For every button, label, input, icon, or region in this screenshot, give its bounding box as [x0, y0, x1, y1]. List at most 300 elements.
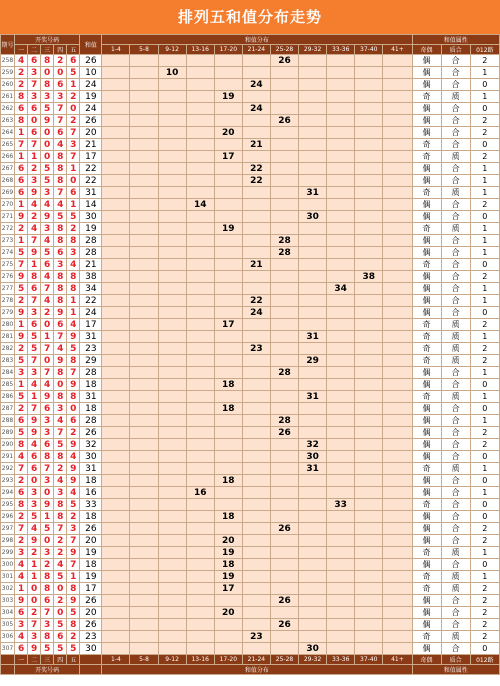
digit-cell: 3 — [28, 499, 41, 511]
distribution-cell — [214, 451, 242, 463]
issue-cell: 261 — [1, 91, 15, 103]
digit-cell: 3 — [41, 223, 54, 235]
digit-cell: 4 — [15, 451, 28, 463]
digit-cell: 7 — [28, 403, 41, 415]
table-row — [1, 535, 500, 547]
distribution-cell — [102, 79, 130, 91]
footer-bucket-header: 41+ — [383, 655, 412, 665]
sum-cell: 22 — [80, 163, 102, 175]
bucket-header: 5-8 — [130, 45, 158, 55]
prime-cell: 合 — [441, 79, 470, 91]
distribution-cell — [158, 79, 186, 91]
digit-cell: 8 — [41, 55, 54, 67]
distribution-cell — [299, 343, 327, 355]
distribution-cell — [355, 235, 383, 247]
digit-cell: 3 — [41, 475, 54, 487]
distribution-cell — [327, 55, 355, 67]
issue-cell: 262 — [1, 103, 15, 115]
page-title: 排列五和值分布走势 — [0, 0, 500, 34]
digit-cell: 1 — [28, 259, 41, 271]
distribution-cell — [299, 79, 327, 91]
digit-cell: 2 — [67, 511, 80, 523]
distribution-cell — [158, 595, 186, 607]
distribution-cell — [383, 259, 412, 271]
distribution-cell — [355, 607, 383, 619]
digit-cell: 3 — [67, 139, 80, 151]
distribution-cell — [102, 451, 130, 463]
mod3-cell: 1 — [470, 247, 499, 259]
distribution-cell — [102, 427, 130, 439]
distribution-cell — [186, 151, 214, 163]
digit-cell: 7 — [28, 235, 41, 247]
distribution-cell — [270, 475, 298, 487]
prime-cell: 质 — [441, 319, 470, 331]
parity-cell: 偶 — [412, 127, 441, 139]
distribution-cell — [102, 127, 130, 139]
digit-cell: 0 — [28, 475, 41, 487]
distribution-cell — [270, 163, 298, 175]
distribution-cell — [270, 295, 298, 307]
distribution-cell — [102, 163, 130, 175]
mod3-cell: 0 — [470, 403, 499, 415]
digit-cell: 8 — [15, 115, 28, 127]
issue-cell: 298 — [1, 535, 15, 547]
parity-cell: 偶 — [412, 439, 441, 451]
distribution-cell — [383, 511, 412, 523]
distribution-cell — [383, 115, 412, 127]
distribution-cell — [270, 643, 298, 655]
digit-cell: 2 — [67, 115, 80, 127]
distribution-cell — [186, 247, 214, 259]
digit-cell: 3 — [15, 619, 28, 631]
digit-cell: 9 — [41, 499, 54, 511]
distribution-cell — [214, 163, 242, 175]
digit-cell: 8 — [41, 631, 54, 643]
digit-cell: 6 — [15, 163, 28, 175]
digit-cell: 1 — [28, 391, 41, 403]
distribution-cell — [186, 535, 214, 547]
distribution-cell — [214, 259, 242, 271]
mod3-cell: 2 — [470, 151, 499, 163]
distribution-hit-cell: 17 — [214, 319, 242, 331]
distribution-cell — [327, 415, 355, 427]
distribution-cell — [186, 79, 214, 91]
mod3-cell: 1 — [470, 187, 499, 199]
distribution-cell — [214, 271, 242, 283]
distribution-cell — [242, 619, 270, 631]
distribution-cell — [270, 499, 298, 511]
distribution-cell — [130, 331, 158, 343]
digit-cell: 8 — [54, 391, 67, 403]
prime-cell: 合 — [441, 235, 470, 247]
distribution-hit-cell: 34 — [327, 283, 355, 295]
distribution-cell — [383, 583, 412, 595]
distribution-cell — [355, 163, 383, 175]
issue-cell: 285 — [1, 379, 15, 391]
distribution-cell — [102, 55, 130, 67]
distribution-cell — [270, 547, 298, 559]
distribution-cell — [130, 595, 158, 607]
digit-cell: 7 — [15, 259, 28, 271]
digit-cell: 5 — [54, 619, 67, 631]
distribution-cell — [102, 523, 130, 535]
digit-cell: 6 — [28, 319, 41, 331]
distribution-cell — [327, 619, 355, 631]
mod3-cell: 1 — [470, 547, 499, 559]
distribution-cell — [270, 331, 298, 343]
distribution-cell — [214, 415, 242, 427]
distribution-cell — [355, 631, 383, 643]
distribution-cell — [383, 415, 412, 427]
distribution-cell — [270, 139, 298, 151]
issue-cell: 301 — [1, 571, 15, 583]
distribution-cell — [355, 535, 383, 547]
issue-cell: 307 — [1, 643, 15, 655]
distribution-cell — [130, 607, 158, 619]
mod3-cell: 1 — [470, 283, 499, 295]
digit-cell: 5 — [41, 643, 54, 655]
distribution-cell — [102, 103, 130, 115]
distribution-cell — [130, 187, 158, 199]
distribution-cell — [383, 247, 412, 259]
distribution-cell — [355, 391, 383, 403]
footer-bucket-header: 9-12 — [158, 655, 186, 665]
distribution-cell — [299, 619, 327, 631]
distribution-cell — [355, 439, 383, 451]
distribution-cell — [102, 535, 130, 547]
distribution-cell — [355, 403, 383, 415]
sum-cell: 20 — [80, 607, 102, 619]
distribution-cell — [299, 139, 327, 151]
distribution-cell — [383, 103, 412, 115]
prime-cell: 质 — [441, 343, 470, 355]
sum-cell: 24 — [80, 103, 102, 115]
parity-cell: 偶 — [412, 379, 441, 391]
table-row — [1, 511, 500, 523]
distribution-cell — [158, 115, 186, 127]
table-row — [1, 475, 500, 487]
distribution-cell — [158, 151, 186, 163]
footer-issue-cell — [1, 665, 15, 675]
distribution-cell — [383, 331, 412, 343]
distribution-cell — [102, 247, 130, 259]
distribution-cell — [130, 163, 158, 175]
digit-cell: 7 — [15, 139, 28, 151]
bucket-header: 29-32 — [299, 45, 327, 55]
distribution-cell — [158, 499, 186, 511]
distribution-cell — [327, 547, 355, 559]
sum-cell: 17 — [80, 151, 102, 163]
digit-cell: 3 — [41, 415, 54, 427]
distribution-cell — [299, 103, 327, 115]
distribution-cell — [214, 523, 242, 535]
distribution-cell — [242, 247, 270, 259]
footer-sum-spacer — [80, 655, 102, 665]
distribution-cell — [270, 535, 298, 547]
distribution-cell — [158, 163, 186, 175]
digit-cell: 9 — [67, 595, 80, 607]
mod3-cell: 2 — [470, 355, 499, 367]
parity-cell: 偶 — [412, 451, 441, 463]
distribution-cell — [158, 535, 186, 547]
distribution-hit-cell: 19 — [214, 223, 242, 235]
mod3-cell: 0 — [470, 211, 499, 223]
digit-cell: 3 — [54, 91, 67, 103]
digit-cell: 3 — [54, 403, 67, 415]
distribution-cell — [186, 223, 214, 235]
distribution-cell — [242, 223, 270, 235]
digit-cell: 3 — [28, 631, 41, 643]
distribution-cell — [327, 535, 355, 547]
issue-cell: 284 — [1, 367, 15, 379]
digit-cell: 4 — [41, 271, 54, 283]
distribution-cell — [355, 451, 383, 463]
distribution-cell — [383, 523, 412, 535]
issue-cell: 300 — [1, 559, 15, 571]
distribution-cell — [214, 295, 242, 307]
distribution-cell — [158, 631, 186, 643]
table-row — [1, 571, 500, 583]
distribution-cell — [327, 451, 355, 463]
table-row — [1, 391, 500, 403]
sum-cell: 18 — [80, 559, 102, 571]
distribution-cell — [102, 283, 130, 295]
table-row — [1, 259, 500, 271]
footer-attribute-header: 012路 — [470, 655, 499, 665]
digit-cell: 1 — [67, 199, 80, 211]
digit-cell: 0 — [41, 319, 54, 331]
digit-cell: 0 — [28, 583, 41, 595]
distribution-cell — [327, 511, 355, 523]
digit-cell: 9 — [15, 595, 28, 607]
bucket-header: 9-12 — [158, 45, 186, 55]
mod3-cell: 2 — [470, 535, 499, 547]
prime-cell: 合 — [441, 511, 470, 523]
digit-cell: 5 — [41, 175, 54, 187]
distribution-cell — [130, 535, 158, 547]
issue-cell: 267 — [1, 163, 15, 175]
distribution-cell — [158, 391, 186, 403]
parity-cell: 奇 — [412, 343, 441, 355]
attribute-header: 012路 — [470, 45, 499, 55]
distribution-cell — [186, 55, 214, 67]
distribution-cell — [102, 91, 130, 103]
digit-cell: 2 — [54, 547, 67, 559]
distribution-cell — [214, 331, 242, 343]
distribution-cell — [130, 283, 158, 295]
distribution-cell — [355, 247, 383, 259]
distribution-cell — [130, 487, 158, 499]
digit-cell: 6 — [54, 319, 67, 331]
distribution-cell — [186, 379, 214, 391]
digit-cell: 2 — [67, 91, 80, 103]
digit-cell: 6 — [41, 595, 54, 607]
distribution-cell — [383, 607, 412, 619]
distribution-cell — [299, 415, 327, 427]
mod3-cell: 1 — [470, 295, 499, 307]
distribution-cell — [130, 223, 158, 235]
digit-cell: 8 — [54, 511, 67, 523]
distribution-cell — [270, 307, 298, 319]
digit-cell: 6 — [15, 103, 28, 115]
distribution-cell — [214, 199, 242, 211]
distribution-cell — [355, 331, 383, 343]
distribution-cell — [102, 199, 130, 211]
distribution-cell — [355, 79, 383, 91]
digit-cell: 4 — [28, 199, 41, 211]
digit-cell: 5 — [54, 211, 67, 223]
footer-bucket-header: 21-24 — [242, 655, 270, 665]
parity-cell: 偶 — [412, 367, 441, 379]
digit-cell: 4 — [54, 415, 67, 427]
distribution-cell — [186, 139, 214, 151]
table-row — [1, 355, 500, 367]
prime-cell: 质 — [441, 223, 470, 235]
distribution-cell — [186, 595, 214, 607]
parity-cell: 奇 — [412, 331, 441, 343]
distribution-cell — [130, 451, 158, 463]
prime-cell: 合 — [441, 415, 470, 427]
digit-cell: 7 — [54, 103, 67, 115]
table-row — [1, 139, 500, 151]
distribution-cell — [270, 607, 298, 619]
distribution-hit-cell: 14 — [186, 199, 214, 211]
distribution-cell — [383, 319, 412, 331]
table-body — [1, 55, 500, 655]
distribution-cell — [270, 199, 298, 211]
parity-cell: 偶 — [412, 595, 441, 607]
table-row — [1, 127, 500, 139]
issue-cell: 274 — [1, 247, 15, 259]
digit-cell: 5 — [67, 607, 80, 619]
distribution-cell — [383, 631, 412, 643]
distribution-cell — [383, 451, 412, 463]
table-row — [1, 115, 500, 127]
distribution-cell — [102, 391, 130, 403]
digit-cell: 0 — [41, 139, 54, 151]
table-row — [1, 67, 500, 79]
distribution-cell — [355, 415, 383, 427]
distribution-cell — [102, 151, 130, 163]
distribution-cell — [130, 439, 158, 451]
distribution-cell — [299, 559, 327, 571]
digit-cell: 7 — [28, 619, 41, 631]
distribution-cell — [102, 439, 130, 451]
distribution-cell — [158, 319, 186, 331]
digit-cell: 0 — [54, 583, 67, 595]
digit-cell: 9 — [28, 247, 41, 259]
digit-cell: 3 — [28, 367, 41, 379]
distribution-cell — [186, 511, 214, 523]
digit-cell: 0 — [54, 607, 67, 619]
distribution-hit-cell: 30 — [299, 643, 327, 655]
table-row — [1, 631, 500, 643]
distribution-cell — [102, 475, 130, 487]
distribution-cell — [242, 391, 270, 403]
distribution-cell — [214, 247, 242, 259]
distribution-hit-cell: 26 — [270, 523, 298, 535]
distribution-cell — [186, 67, 214, 79]
parity-cell: 奇 — [412, 391, 441, 403]
digit-cell: 3 — [28, 175, 41, 187]
parity-cell: 奇 — [412, 259, 441, 271]
prime-cell: 合 — [441, 475, 470, 487]
sum-cell: 16 — [80, 487, 102, 499]
digit-cell: 8 — [54, 283, 67, 295]
distribution-cell — [130, 583, 158, 595]
bucket-header: 13-16 — [186, 45, 214, 55]
distribution-cell — [355, 463, 383, 475]
distribution-cell — [102, 271, 130, 283]
distribution-cell — [186, 415, 214, 427]
distribution-cell — [186, 499, 214, 511]
distribution-hit-cell: 24 — [242, 79, 270, 91]
issue-header: 期号 — [1, 35, 15, 55]
digit-cell: 3 — [41, 91, 54, 103]
digit-cell: 8 — [28, 271, 41, 283]
mod3-cell: 1 — [470, 331, 499, 343]
distribution-cell — [270, 271, 298, 283]
distribution-cell — [102, 331, 130, 343]
parity-cell: 奇 — [412, 319, 441, 331]
distribution-cell — [214, 55, 242, 67]
distribution-hit-cell: 31 — [299, 391, 327, 403]
prime-cell: 质 — [441, 91, 470, 103]
distribution-cell — [186, 91, 214, 103]
parity-cell: 偶 — [412, 115, 441, 127]
distribution-cell — [299, 595, 327, 607]
digit-cell: 8 — [54, 151, 67, 163]
digit-cell: 6 — [15, 643, 28, 655]
distribution-cell — [355, 343, 383, 355]
digit-cell: 3 — [54, 487, 67, 499]
sum-cell: 22 — [80, 175, 102, 187]
digit-cell: 4 — [54, 475, 67, 487]
table-row — [1, 79, 500, 91]
distribution-cell — [327, 595, 355, 607]
distribution-hit-cell: 32 — [299, 439, 327, 451]
distribution-cell — [130, 547, 158, 559]
prime-cell: 质 — [441, 631, 470, 643]
distribution-cell — [383, 67, 412, 79]
footer-attribute-header: 质合 — [441, 655, 470, 665]
distribution-cell — [130, 295, 158, 307]
distribution-cell — [383, 223, 412, 235]
digit-cell: 4 — [67, 487, 80, 499]
parity-cell: 偶 — [412, 427, 441, 439]
digit-cell: 3 — [41, 187, 54, 199]
table-row — [1, 559, 500, 571]
distribution-cell — [270, 187, 298, 199]
distribution-cell — [299, 379, 327, 391]
digit-cell: 8 — [54, 163, 67, 175]
sum-cell: 19 — [80, 571, 102, 583]
sum-cell: 24 — [80, 79, 102, 91]
footer-distribution-group: 和值分布 — [102, 665, 412, 675]
digit-cell: 9 — [15, 307, 28, 319]
parity-cell: 偶 — [412, 235, 441, 247]
digit-cell: 8 — [54, 499, 67, 511]
sum-cell: 30 — [80, 643, 102, 655]
parity-cell: 奇 — [412, 151, 441, 163]
distribution-cell — [130, 367, 158, 379]
issue-cell: 268 — [1, 175, 15, 187]
digit-cell: 7 — [28, 79, 41, 91]
mod3-cell: 2 — [470, 595, 499, 607]
distribution-cell — [130, 211, 158, 223]
distribution-cell — [270, 103, 298, 115]
footer-bucket-header: 5-8 — [130, 655, 158, 665]
